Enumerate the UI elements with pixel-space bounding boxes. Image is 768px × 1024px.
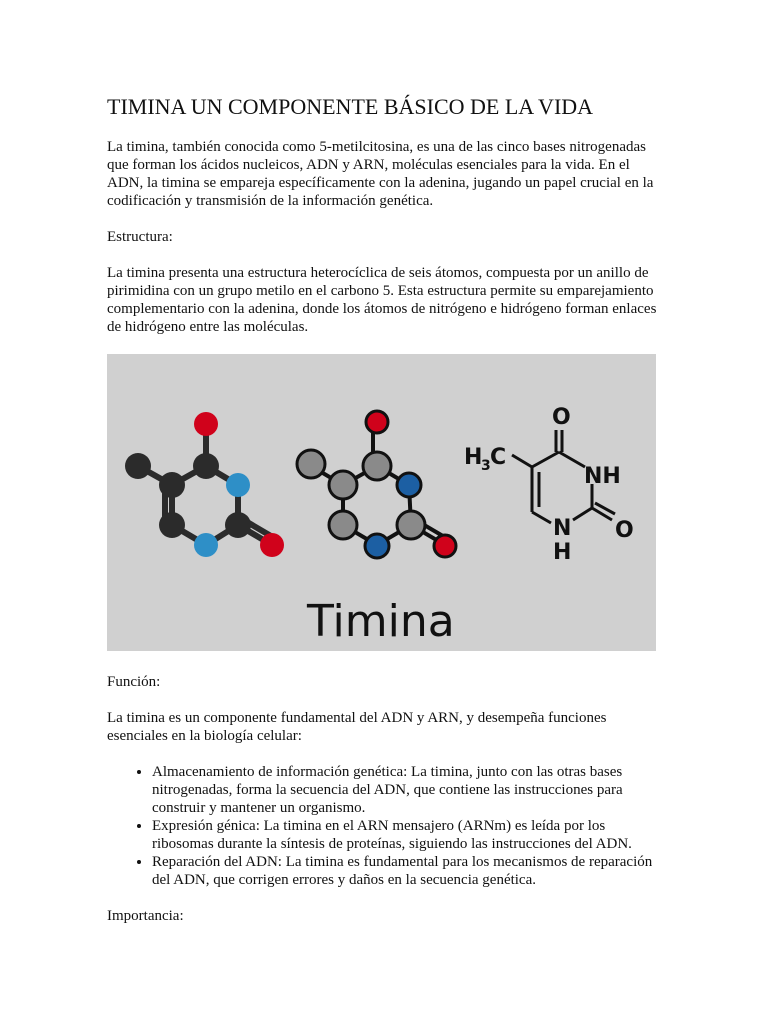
funcion-bullet-list xyxy=(107,763,662,889)
oxygen-atom xyxy=(434,535,456,557)
nitrogen-atom xyxy=(397,473,421,497)
nitrogen-atom xyxy=(365,534,389,558)
carbon-atom xyxy=(363,452,391,480)
hydrogen-label: H xyxy=(553,540,572,565)
importancia-heading: Importancia: xyxy=(107,908,184,924)
thymine-structures-illustration xyxy=(107,354,656,651)
oxygen-atom xyxy=(194,412,218,436)
funcion-paragraph: La timina es un componente fundamental del ADN y ARN, y desempeña funciones esenciales en la biología celular: xyxy=(107,710,607,744)
methyl-h-label: H xyxy=(464,445,483,470)
oxygen-label: O xyxy=(552,405,571,430)
oxygen-label-right: O xyxy=(615,518,634,543)
nh-label: NH xyxy=(584,464,621,489)
carbon-atom xyxy=(159,472,185,498)
methyl-carbon-atom xyxy=(125,453,151,479)
page-title: TIMINA UN COMPONENTE BÁSICO DE LA VIDA xyxy=(107,94,594,119)
nitrogen-atom xyxy=(194,533,218,557)
carbon-atom xyxy=(193,453,219,479)
skeletal-labels xyxy=(464,405,634,565)
oxygen-atom xyxy=(260,533,284,557)
carbon-atom xyxy=(329,511,357,539)
carbon-atom xyxy=(329,471,357,499)
intro-paragraph: La timina, también conocida como 5-metilcitosina, es una de las cinco bases nitrogenadas que forman los ácidos nucleicos, ADN y ARN, moléculas esenciales para la vida. En el ADN, la timina se empareja específicamente con la adenina, jugando un papel crucial en la codificación y transmisión de la información genética. xyxy=(107,139,654,209)
funcion-heading: Función: xyxy=(107,674,161,690)
oxygen-atom xyxy=(366,411,388,433)
methyl-c-label: C xyxy=(490,445,507,470)
ball-and-stick-model-dark xyxy=(138,424,276,545)
document-content xyxy=(107,94,662,943)
carbon-atom xyxy=(159,512,185,538)
thymine-figure xyxy=(107,354,656,651)
methyl-carbon-atom xyxy=(297,450,325,478)
estructura-heading: Estructura: xyxy=(107,229,173,245)
nitrogen-atom xyxy=(226,473,250,497)
estructura-paragraph: La timina presenta una estructura heterocíclica de seis átomos, compuesta por un anillo de pirimidina con un grupo metilo en el carbono 5. Esta estructura permite su emparejamiento complementario con la adenina, donde los átomos de nitrógeno e hidrógeno forman enlaces de hidrógeno entre las moléculas. xyxy=(107,265,657,335)
list-item: • Reparación del ADN: La timina es fundamental para los mecanismos de reparación del ADN, que corrigen errores y daños en la secuencia genética. xyxy=(152,853,662,889)
list-item: • Expresión génica: La timina en el ARN mensajero (ARNm) es leída por los ribosomas durante la síntesis de proteínas, siguiendo las instrucciones del ADN. xyxy=(152,817,662,853)
carbon-atom xyxy=(225,512,251,538)
list-item: • Almacenamiento de información genética: La timina, junto con las otras bases nitrogenadas, forma la secuencia del ADN, que contiene las instrucciones para construir y mantener un organismo. xyxy=(152,763,662,817)
nitrogen-label: N xyxy=(553,516,572,541)
figure-caption: Timina xyxy=(307,596,455,647)
carbon-atom xyxy=(397,511,425,539)
methyl-subscript-label: 3 xyxy=(481,458,491,474)
